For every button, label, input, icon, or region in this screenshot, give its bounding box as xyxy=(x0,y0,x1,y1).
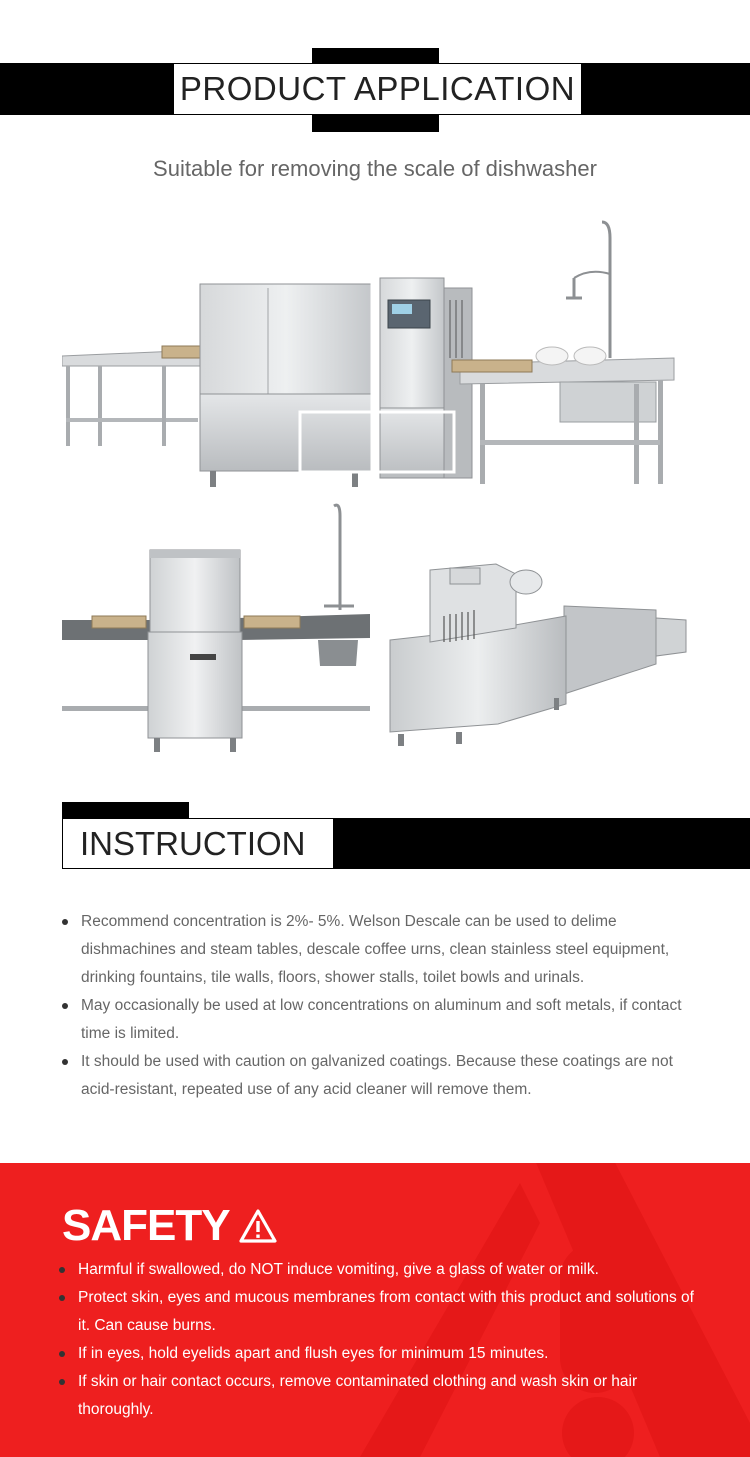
instruction-title: INSTRUCTION xyxy=(80,824,306,862)
list-item: If in eyes, hold eyelids apart and flush eyes for minimum 15 minutes. xyxy=(59,1340,699,1368)
product-application-title: PRODUCT APPLICATION xyxy=(179,70,576,107)
product-application-subtitle: Suitable for removing the scale of dishwasher xyxy=(153,156,597,181)
list-item: It should be used with caution on galvanized coatings. Because these coatings are not acid-resistant, repeated use of any acid cleaner will remove them. xyxy=(62,1048,682,1104)
header-decor-top xyxy=(312,48,439,64)
safety-title: SAFETY xyxy=(62,1201,230,1250)
list-item: Protect skin, eyes and mucous membranes from contact with this product and solutions of it. Can cause burns. xyxy=(59,1284,699,1340)
conveyor-dishwasher-icon xyxy=(62,218,676,493)
warning-triangle-icon xyxy=(238,1208,278,1244)
instruction-list xyxy=(62,908,682,1104)
list-item: May occasionally be used at low concentrations on aluminum and soft metals, if contact time is limited. xyxy=(62,992,682,1048)
instruction-decor-top xyxy=(62,802,189,818)
list-item: Recommend concentration is 2%- 5%. Welson Descale can be used to delime dishmachines and steam tables, descale coffee urns, clean stainless steel equipment, drinking fountains, tile walls, floors, shower stalls, toilet bowls and urinals. xyxy=(62,908,682,992)
header-decor-bottom xyxy=(312,115,439,132)
safety-list xyxy=(59,1256,699,1424)
list-item: Harmful if swallowed, do NOT induce vomiting, give a glass of water or milk. xyxy=(59,1256,699,1284)
safety-section xyxy=(0,1163,750,1457)
instruction-band xyxy=(333,818,750,869)
hood-dishwasher-icon xyxy=(62,498,372,760)
flight-type-dishwasher-icon xyxy=(386,556,688,756)
product-application-header xyxy=(173,63,582,115)
list-item: If skin or hair contact occurs, remove contaminated clothing and wash skin or hair thoroughly. xyxy=(59,1368,699,1424)
instruction-header xyxy=(62,818,334,869)
safety-header xyxy=(62,1201,278,1251)
